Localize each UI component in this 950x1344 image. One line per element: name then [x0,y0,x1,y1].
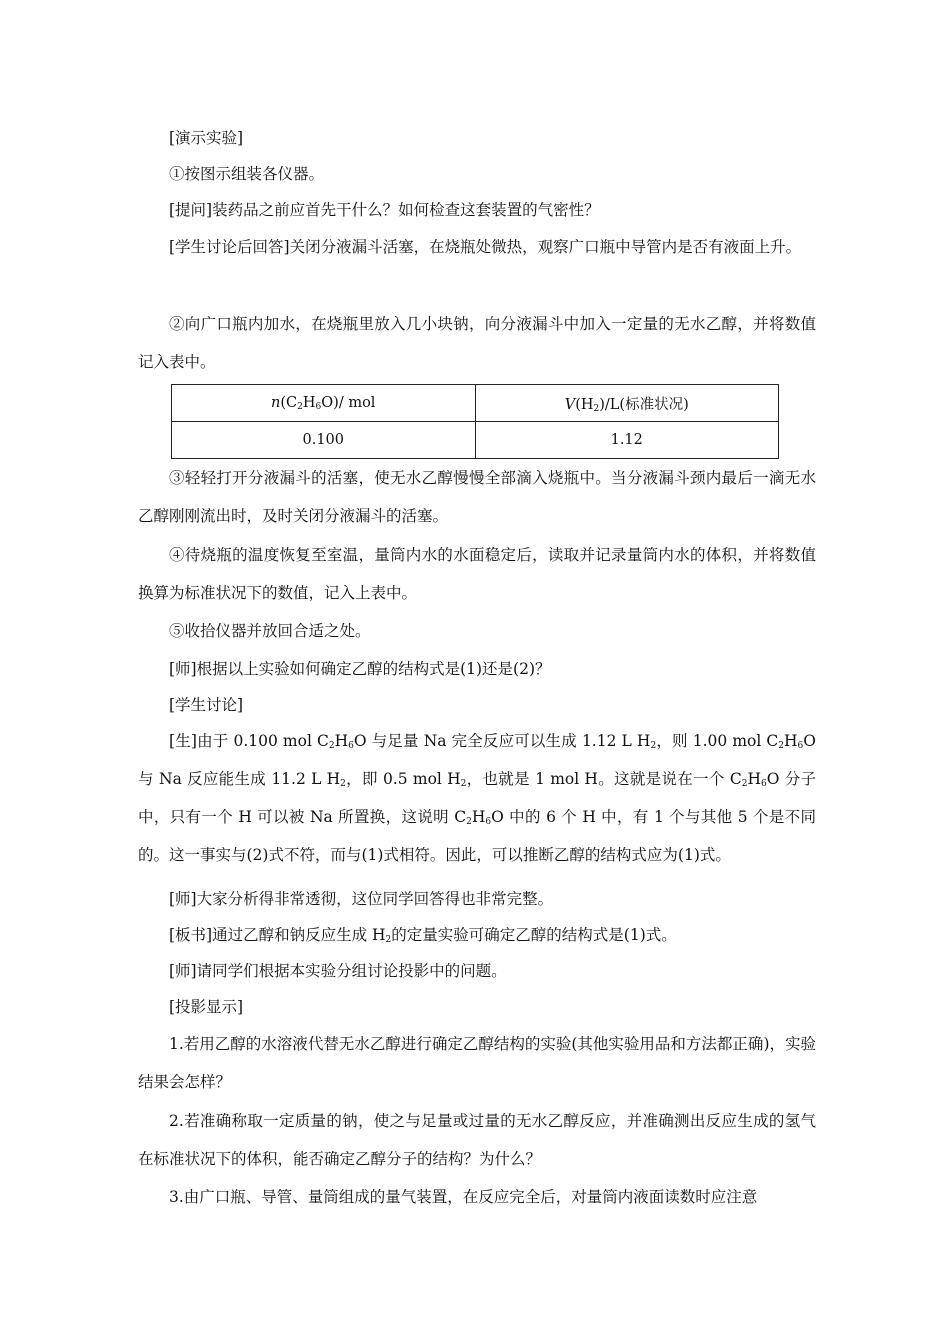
header-hydrogen-volume: $V(H_2)/L$(标准状况) [475,385,779,422]
question-3: 3.由广口瓶、导管、量筒组成的量气装置，在反应完全后，对量筒内液面读数时应注意 [169,1188,758,1206]
student-answer: [生]由于 0.100 mol $C_2H_6O$ 与足量 Na 完全反应可以生成 1.12 L $H_2$，则 1.00 mol $C_2H_6O$ 与 Na 反应能生成 11.2 L $H_2$，即 0.5 mol $H_2$，也就是 1 mol H。这就是说在一个 $C_2H_6O$ 分子中，只有一个 H 可以被 Na 所置换，这说明 $C_2H_6O$ 中的 6 个 H 中，有 1 个与其他 5 个是不同的。这一事实与(2)式不符，而与(1)式相符。因此，可以推断乙醇的结构式应为(1)式。 [138,732,817,864]
teacher-instruction: [师]请同学们根据本实验分组讨论投影中的问题。 [169,962,507,980]
cell-ethanol-amount: 0.100 [172,422,476,459]
header-ethanol-amount: $n(C_2H_6O)/$ mol [172,385,476,422]
step-1: ①按图示组装各仪器。 [169,165,325,183]
table-row [172,422,779,459]
cell-hydrogen-volume: 1.12 [475,422,779,459]
student-discussion-heading: [学生讨论] [169,696,244,714]
table-header-row [172,385,779,422]
step-3: ③轻轻打开分液漏斗的活塞，使无水乙醇慢慢全部滴入烧瓶中。当分液漏斗颈内最后一滴无水乙醇刚刚流出时，及时关闭分液漏斗的活塞。 [138,469,816,525]
step-4: ④待烧瓶的温度恢复至室温，量筒内水的水面稳定后，读取并记录量筒内水的体积，并将数值换算为标准状况下的数值，记入上表中。 [138,546,816,602]
question-1: 1.若用乙醇的水溶液代替无水乙醇进行确定乙醇结构的实验(其他实验用品和方法都正确)，实验结果会怎样？ [138,1035,816,1091]
board-note: [板书]通过乙醇和钠反应生成 $H_2$的定量实验可确定乙醇的结构式是(1)式。 [169,926,677,945]
step-2: ②向广口瓶内加水，在烧瓶里放入几小块钠，向分液漏斗中加入一定量的无水乙醇，并将数值记入表中。 [138,315,816,371]
student-answer-airtightness: [学生讨论后回答]关闭分液漏斗活塞，在烧瓶处微热，观察广口瓶中导管内是否有液面上升。 [169,238,802,256]
teacher-prompt: [师]根据以上实验如何确定乙醇的结构式是(1)还是(2)？ [169,660,551,678]
teacher-question: [提问]装药品之前应首先干什么？如何检查这套装置的气密性？ [169,201,600,219]
question-2: 2.若准确称取一定质量的钠，使之与足量或过量的无水乙醇反应，并准确测出反应生成的氢气在标准状况下的体积，能否确定乙醇分子的结构？为什么？ [138,1112,816,1168]
projection-heading: [投影显示] [169,998,244,1016]
teacher-comment: [师]大家分析得非常透彻，这位同学回答得也非常完整。 [169,890,554,908]
data-table [171,384,779,459]
step-5: ⑤收拾仪器并放回合适之处。 [169,622,371,640]
demo-experiment-heading: [演示实验] [169,129,244,147]
